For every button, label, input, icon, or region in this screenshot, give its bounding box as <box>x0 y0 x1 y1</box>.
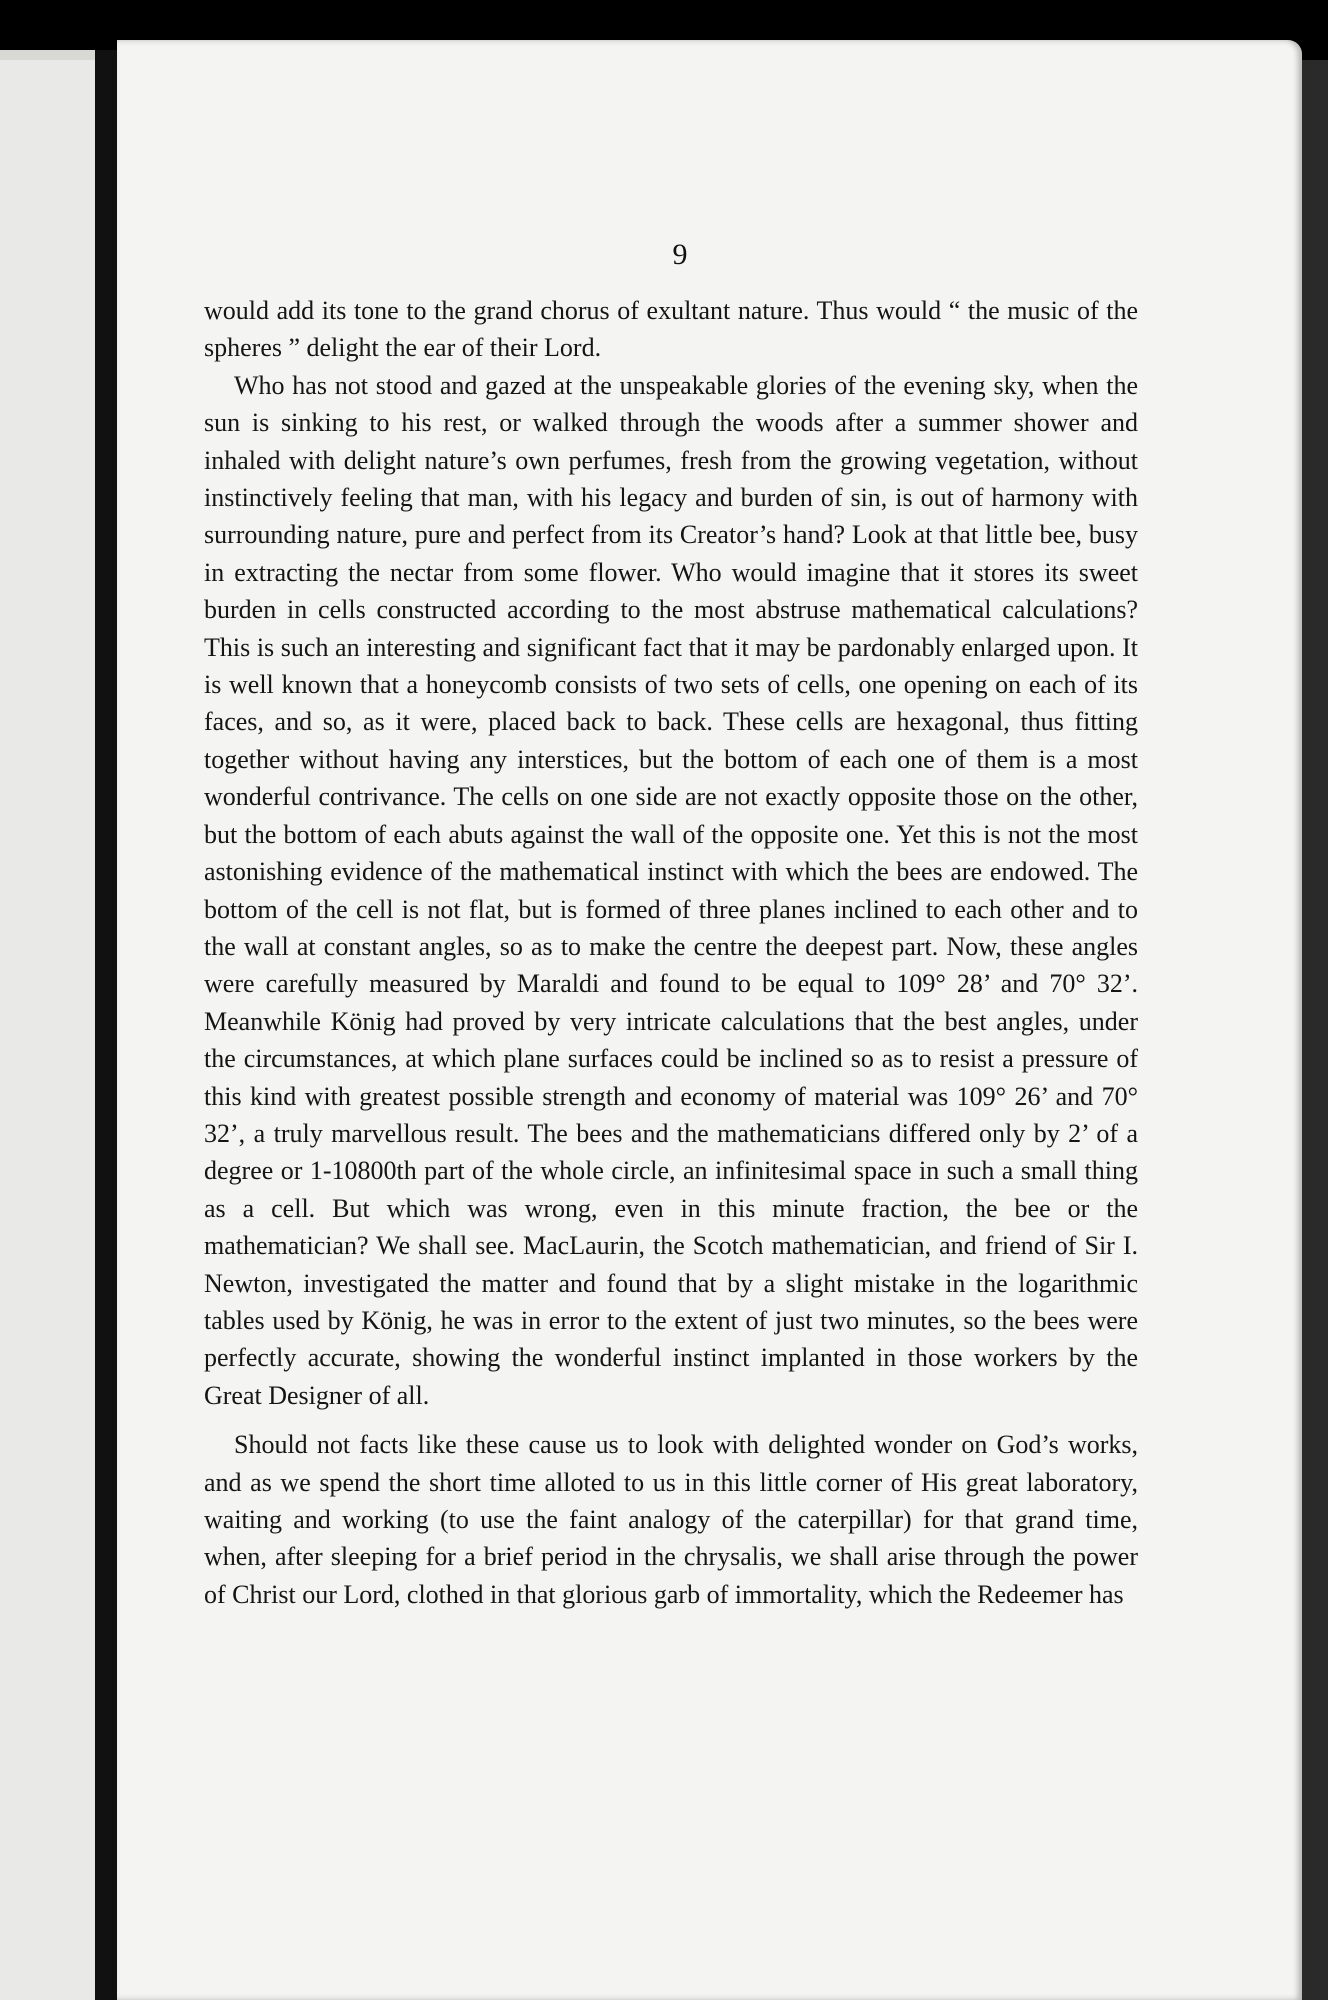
facing-page-edge <box>0 50 95 2000</box>
page-body-text <box>204 292 1138 1613</box>
paragraph-bee-cells: Who has not stood and gazed at the unspeakable glories of the evening sky, when the sun is sinking to his rest, or walked through the woods after a summer shower and inhaled with delight nature’s own perfumes, fresh from the growing vegetation, without instinctively feeling that man, with his legacy and burden of sin, is out of harmony with surrounding nature, pure and perfect from its Creator’s hand? Look at that little bee, busy in extracting the nectar from some flower. Who would imagine that it stores its sweet burden in cells constructed according to the most abstruse mathematical calculations? This is such an interesting and significant fact that it may be pardonably enlarged upon. It is well known that a honeycomb consists of two sets of cells, one opening on each of its faces, and so, as it were, placed back to back. These cells are hexagonal, thus fitting together without having any interstices, but the bottom of each one of them is a most wonderful contrivance. The cells on one side are not exactly opposite those on the other, but the bottom of each abuts against the wall of the opposite one. Yet this is not the most astonishing evidence of the mathematical instinct with which the bees are endowed. The bottom of the cell is not flat, but is formed of three planes inclined to each other and to the wall at constant angles, so as to make the centre the deepest part. Now, these angles were carefully measured by Maraldi and found to be equal to 109° 28’ and 70° 32’. Meanwhile König had proved by very intricate calculations that the best angles, under the circumstances, at which plane surfaces could be inclined so as to resist a pressure of this kind with greatest possible strength and economy of material was 109° 26’ and 70° 32’, a truly marvellous result. The bees and the mathematicians differed only by 2’ of a degree or 1-10800th part of the whole circle, an infinitesimal space in such a small thing as a cell. But which was wrong, even in this minute fraction, the bee or the mathematician? We shall see. MacLaurin, the Scotch mathematician, and friend of Sir I. Newton, investigated the matter and found that by a slight mistake in the logarithmic tables used by König, he was in error to the extent of just two minutes, so the bees were perfectly accurate, showing the wonderful instinct implanted in those workers by the Great Designer of all. <box>204 370 1138 1410</box>
page-number: 9 <box>672 238 688 271</box>
scan-border <box>1302 60 1328 2000</box>
paragraph-continuation: would add its tone to the grand chorus of exultant nature. Thus would “ the music of the spheres ” delight the ear of their Lord. <box>204 296 1138 363</box>
book-spine <box>95 50 117 2000</box>
facing-page-top-edge <box>0 50 95 60</box>
paragraph-gods-works: Should not facts like these cause us to look with delighted wonder on God’s works, and as we spend the short time alloted to us in this little corner of His great laboratory, waiting and working (to use the faint analogy of the caterpillar) for that grand time, when, after sleeping for a brief period in the chrysalis, we shall arise through the power of Christ our Lord, clothed in that glorious garb of immortality, which the Redeemer has <box>204 1430 1138 1609</box>
